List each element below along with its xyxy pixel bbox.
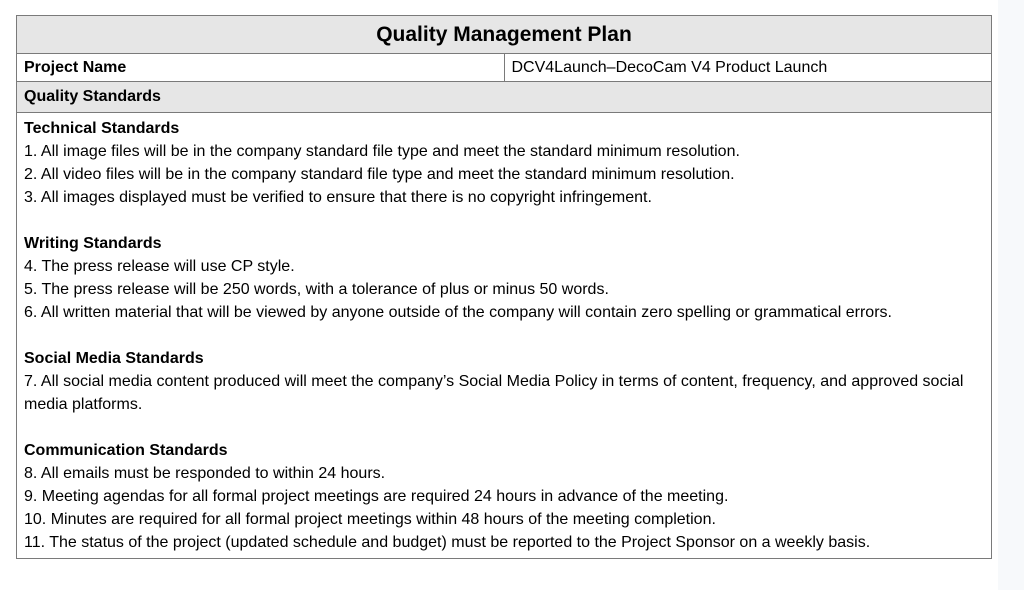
technical-standards-group — [24, 117, 984, 209]
project-name-label: Project Name — [17, 54, 505, 82]
standard-item: 1. All image files will be in the company standard file type and meet the standard minimum resolution. — [24, 143, 740, 160]
standard-item: 4. The press release will use CP style. — [24, 258, 295, 275]
standards-content — [17, 113, 992, 559]
social-media-standards-group — [24, 347, 984, 416]
communication-standards-group — [24, 439, 984, 554]
project-name-value: DCV4Launch–DecoCam V4 Product Launch — [504, 54, 992, 82]
standard-item: 8. All emails must be responded to within 24 hours. — [24, 465, 386, 482]
right-background-strip — [998, 0, 1024, 590]
project-name-row — [17, 54, 992, 82]
group-title: Social Media Standards — [24, 350, 204, 367]
standard-item: 3. All images displayed must be verified to ensure that there is no copyright infringement. — [24, 189, 652, 206]
standard-item: 7. All social media content produced will meet the company’s Social Media Policy in terms of content, frequency, and approved social media platforms. — [24, 373, 964, 413]
standard-item: 6. All written material that will be viewed by anyone outside of the company will contain zero spelling or grammatical errors. — [24, 304, 892, 321]
writing-standards-group — [24, 232, 984, 324]
document-title: Quality Management Plan — [17, 16, 992, 54]
standards-content-row — [17, 113, 992, 559]
group-title: Writing Standards — [24, 235, 162, 252]
standard-item: 5. The press release will be 250 words, with a tolerance of plus or minus 50 words. — [24, 281, 609, 298]
standard-item: 9. Meeting agendas for all formal project meetings are required 24 hours in advance of the meeting. — [24, 488, 729, 505]
title-row — [17, 16, 992, 54]
quality-management-plan-table — [16, 15, 992, 559]
left-margin — [0, 0, 12, 590]
quality-standards-heading: Quality Standards — [17, 82, 992, 113]
standard-item: 2. All video files will be in the company standard file type and meet the standard minimum resolution. — [24, 166, 735, 183]
group-title: Technical Standards — [24, 120, 180, 137]
group-title: Communication Standards — [24, 442, 228, 459]
standard-item: 11. The status of the project (updated schedule and budget) must be reported to the Project Sponsor on a weekly basis. — [24, 534, 871, 551]
standard-item: 10. Minutes are required for all formal project meetings within 48 hours of the meeting completion. — [24, 511, 716, 528]
section-heading-row — [17, 82, 992, 113]
